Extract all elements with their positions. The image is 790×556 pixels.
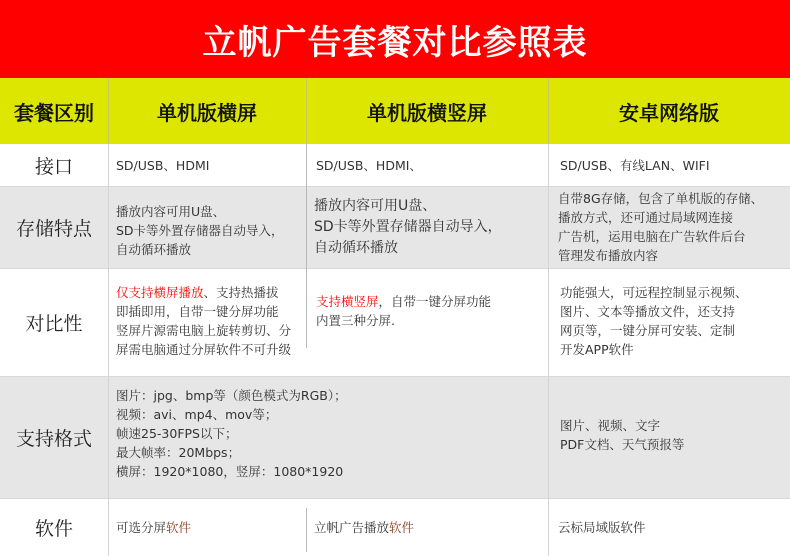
cell-software-android: 云标局域版软件 [558, 519, 646, 535]
text-line: 播放方式，还可通过局域网连接 [558, 210, 734, 225]
page-title: 立帆广告套餐对比参照表 [202, 22, 588, 63]
cell-software-landscape [116, 498, 191, 556]
text-line [316, 292, 491, 311]
table-row-software [0, 498, 790, 556]
text-fragment: 、支持热播拔 [203, 285, 279, 300]
header-android-network: 安卓网络版 [619, 100, 719, 125]
text-line [116, 283, 291, 302]
highlight-text: 仅支持横屏播放 [116, 285, 204, 300]
row-label-storage: 存储特点 [15, 217, 92, 240]
text-line: 播放内容可用U盘、 [314, 198, 437, 214]
header-divider [548, 78, 549, 144]
cell-software-both [314, 498, 414, 556]
cell-interface-android: SD/USB、有线LAN、WIFI [560, 157, 710, 173]
text-line: 图片、文本等播放文件，还支持 [560, 304, 736, 319]
row-divider [0, 186, 790, 187]
column-divider [306, 508, 307, 552]
header-standalone-both: 单机版横竖屏 [367, 100, 487, 125]
highlight-text: 支持横竖屏 [316, 294, 379, 309]
cell-storage-android [558, 189, 763, 271]
header-category: 套餐区别 [14, 100, 94, 125]
title-bar [0, 0, 790, 78]
cell-interface-landscape: SD/USB、HDMI [116, 157, 210, 173]
text-line: 图片：jpg、bmp等（颜色模式为RGB）； [116, 388, 347, 403]
text-line: 最大帧率：20Mbps； [116, 445, 241, 460]
text-line: 横屏：1920*1080，竖屏：1080*1920 [116, 464, 344, 479]
table-header-row [0, 78, 790, 144]
text-line: 帧速25-30FPS以下； [116, 426, 238, 441]
table-row-formats [0, 376, 790, 498]
text-line: SD卡等外置存储器自动导入， [314, 219, 502, 235]
cell-comparison-android [560, 283, 748, 391]
text-line: 内置三种分屏. [316, 313, 395, 328]
header-standalone-landscape: 单机版横屏 [157, 100, 257, 125]
text-fragment: 立帆广告播放 [314, 519, 390, 535]
row-divider [0, 376, 790, 377]
text-line: 屏需电脑通过分屏软件不可升级 [116, 342, 292, 357]
row-label-software: 软件 [34, 517, 73, 540]
column-divider [306, 190, 307, 348]
text-fragment-accent: 软件 [389, 519, 415, 535]
text-line: PDF文档、天气预报等 [560, 437, 685, 452]
table-row-comparison [0, 268, 790, 376]
cell-comparison-landscape [116, 283, 291, 391]
cell-storage-both [314, 196, 502, 278]
text-line: 竖屏片源需电脑上旋转剪切、分 [116, 323, 292, 338]
text-line: 自动循环播放 [314, 240, 398, 256]
row-divider [0, 268, 790, 269]
text-line: 播放内容可用U盘、 [116, 204, 226, 219]
text-line: 网页等，一键分屏可安装、定制 [560, 323, 736, 338]
column-divider [548, 144, 549, 556]
text-line: 广告机，运用电脑在广告软件后台 [558, 229, 746, 244]
text-fragment: ，自带一键分屏功能 [378, 294, 492, 309]
row-divider [0, 498, 790, 499]
header-divider [306, 78, 307, 144]
column-divider [108, 144, 109, 556]
cell-interface-both: SD/USB、HDMI、 [316, 157, 422, 173]
text-line: 自动循环播放 [116, 242, 192, 257]
row-label-comparison: 对比性 [25, 312, 83, 335]
table-row-interface [0, 144, 790, 186]
cell-formats-standalone [116, 386, 347, 508]
text-line: 自带8G存储，包含了单机版的存储、 [558, 191, 764, 206]
table-row-storage [0, 186, 790, 268]
text-line: 管理发布播放内容 [558, 248, 659, 263]
row-label-interface: 接口 [34, 155, 73, 178]
text-line: 即插即用，自带一键分屏功能 [116, 304, 279, 319]
header-divider [108, 78, 109, 144]
text-line: 图片、视频、文字 [560, 418, 661, 433]
text-line: SD卡等外置存储器自动导入， [116, 223, 284, 238]
text-fragment-accent: 软件 [166, 519, 192, 535]
text-line: 功能强大，可远程控制显示视频、 [560, 285, 748, 300]
text-line: 视频：avi、mp4、mov等； [116, 407, 278, 422]
text-line: 开发APP软件 [560, 342, 634, 357]
row-label-formats: 支持格式 [15, 427, 92, 450]
text-fragment: 可选分屏 [116, 519, 167, 535]
